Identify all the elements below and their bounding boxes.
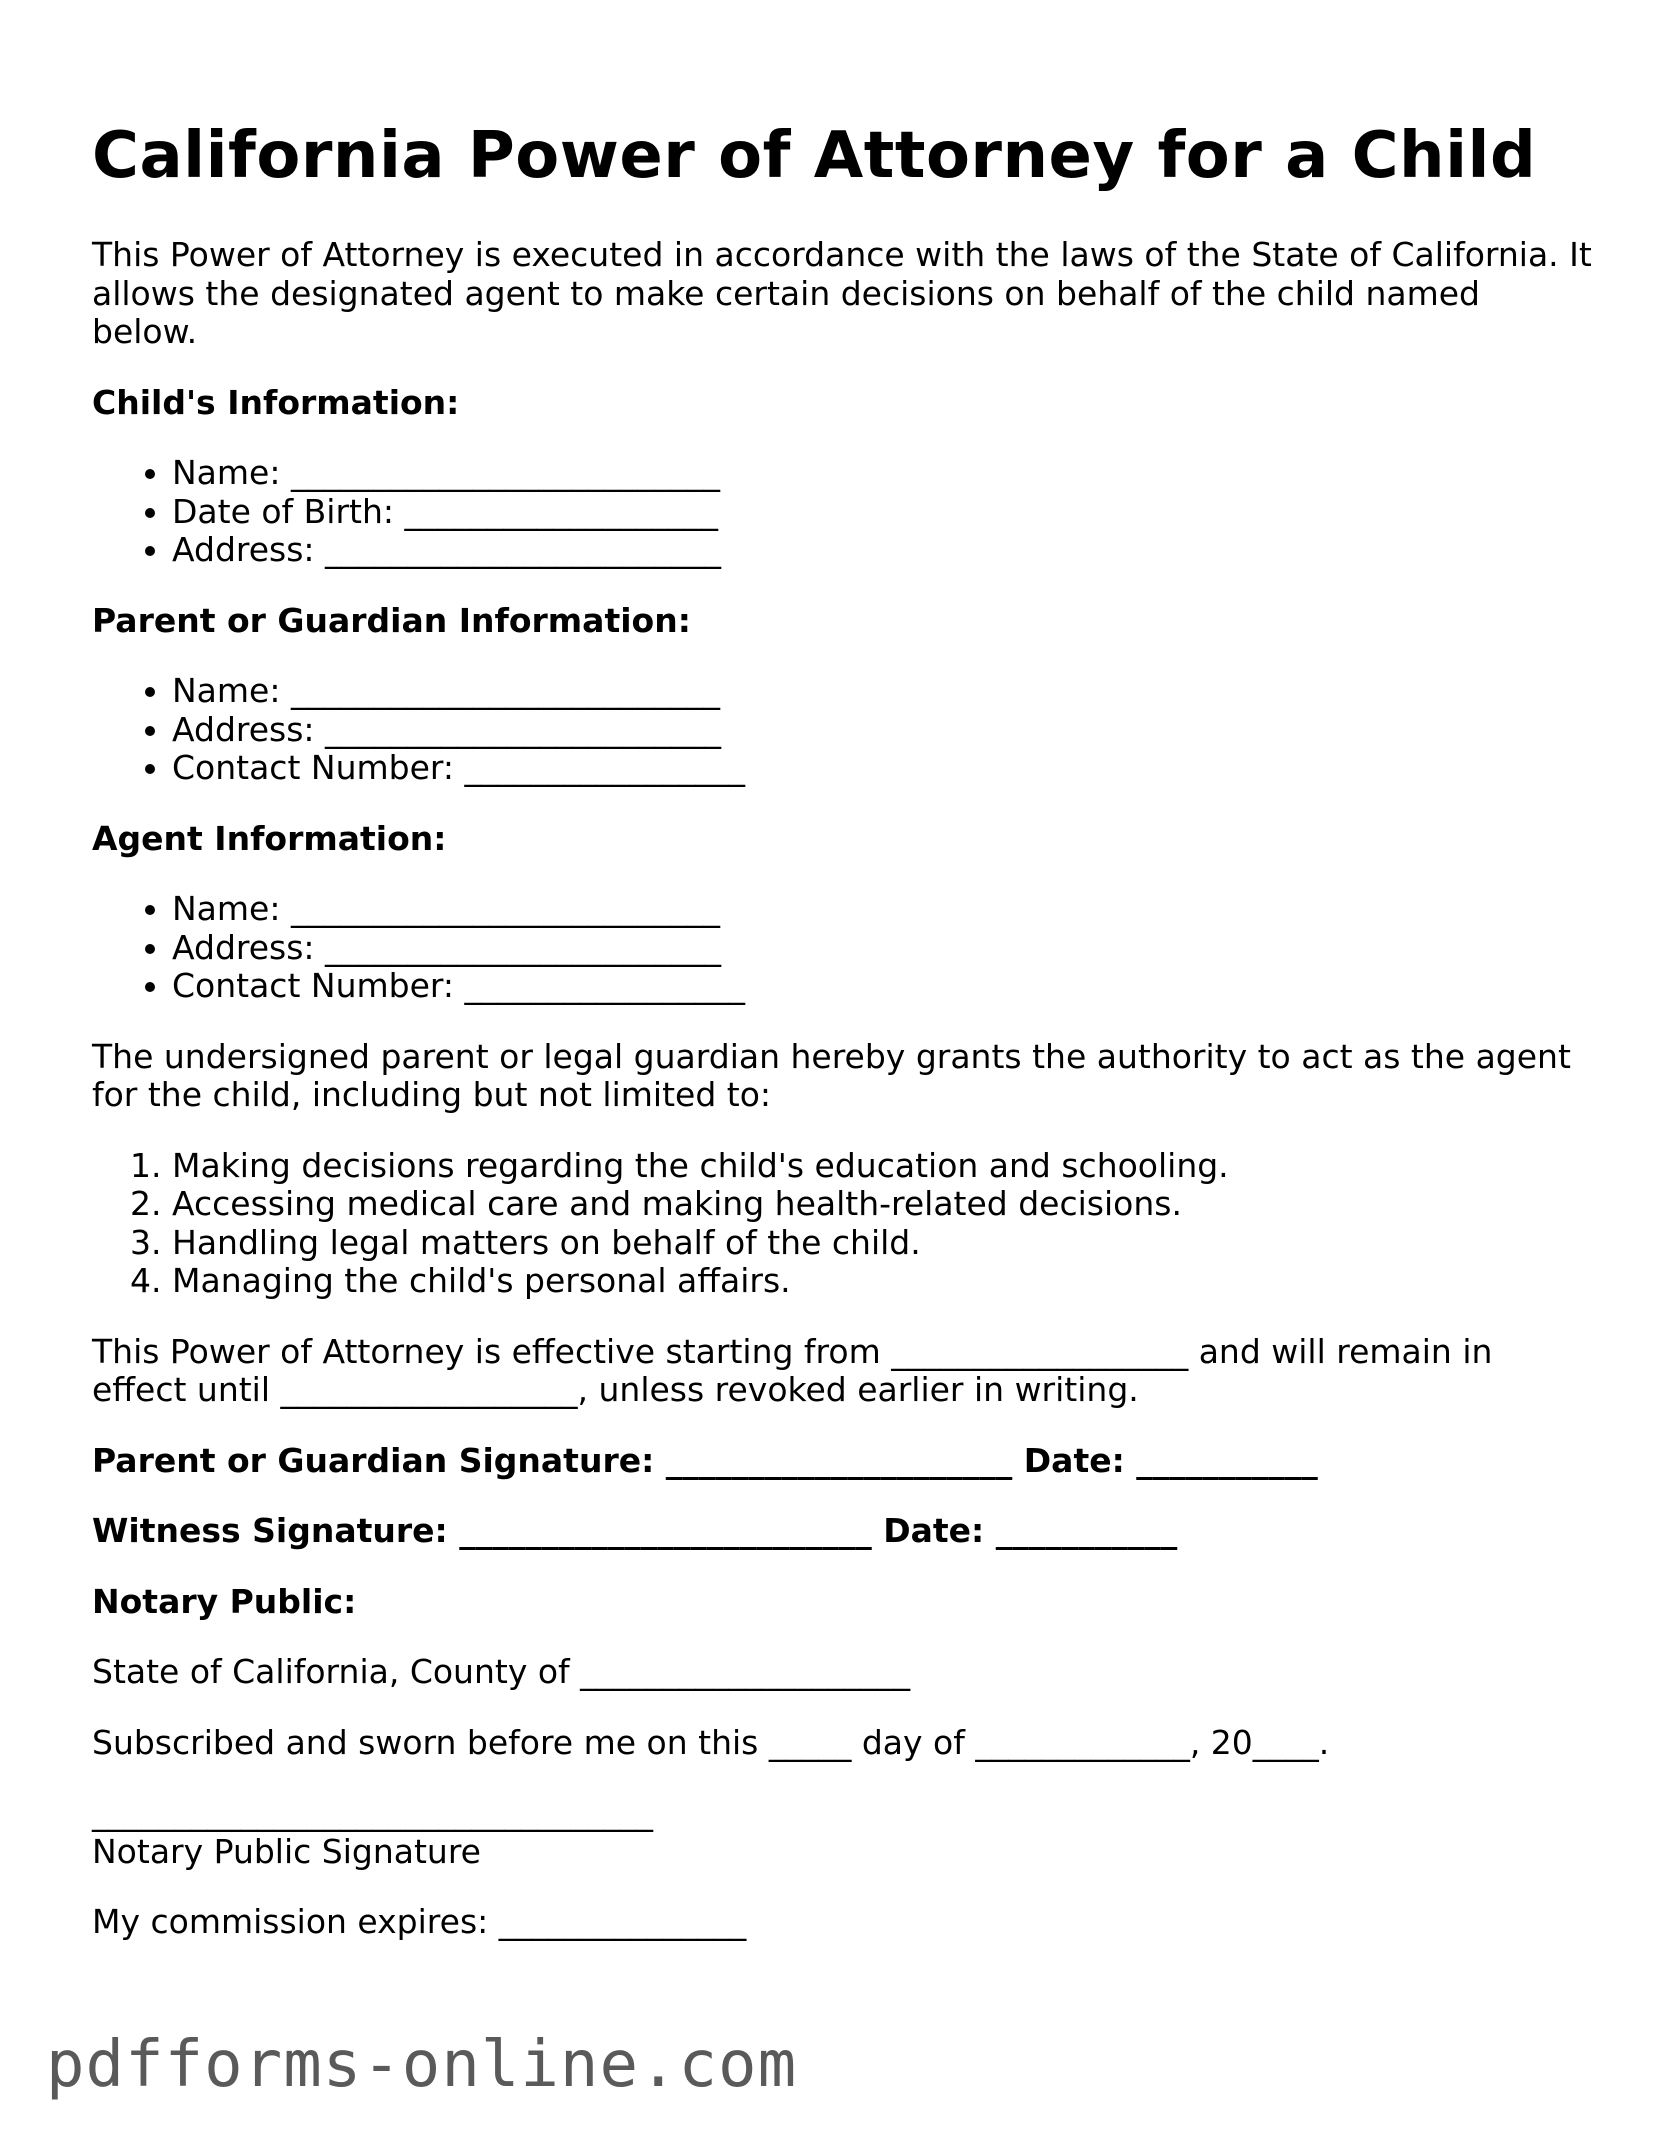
- parent-signature-line[interactable]: Parent or Guardian Signature: _____________________ Date: ___________: [92, 1440, 1318, 1480]
- agent-name-field[interactable]: • Name: __________________________: [172, 890, 1592, 929]
- witness-signature-line[interactable]: Witness Signature: _________________________ Date: ___________: [92, 1511, 1178, 1550]
- agent-contact-field[interactable]: • Contact Number: _________________: [172, 967, 1592, 1006]
- child-info-heading: Child's Information:: [92, 382, 460, 422]
- child-dob-field[interactable]: • Date of Birth: ___________________: [172, 493, 1592, 532]
- grant-paragraph: The undersigned parent or legal guardian hereby grants the authority to act as the agent for the child, including but not limited to:: [92, 1036, 1571, 1114]
- parent-address-field[interactable]: • Address: ________________________: [172, 711, 1592, 750]
- document-page: [92, 112, 1592, 1974]
- parent-info-heading: Parent or Guardian Information:: [92, 600, 691, 640]
- parent-name-field[interactable]: • Name: __________________________: [172, 672, 1592, 711]
- power-item: 2. Accessing medical care and making health-related decisions.: [172, 1185, 1592, 1224]
- child-address-field[interactable]: • Address: ________________________: [172, 531, 1592, 570]
- agent-info-list: [92, 890, 1592, 1006]
- notary-signature-line[interactable]: __________________________________: [92, 1793, 653, 1832]
- page-title: California Power of Attorney for a Child: [92, 119, 1537, 193]
- agent-info-heading: Agent Information:: [92, 818, 447, 858]
- intro-paragraph: This Power of Attorney is executed in accordance with the laws of the State of California. It allows the designated agent to make certain decisions on behalf of the child named below.: [92, 235, 1592, 351]
- power-item: 4. Managing the child's personal affairs.: [172, 1262, 1592, 1301]
- commission-expires-line[interactable]: My commission expires: _______________: [92, 1902, 747, 1941]
- child-name-field[interactable]: • Name: __________________________: [172, 454, 1592, 493]
- power-item: 3. Handling legal matters on behalf of the child.: [172, 1224, 1592, 1263]
- notary-county-line[interactable]: State of California, County of ____________________: [92, 1652, 911, 1691]
- power-item: 1. Making decisions regarding the child's education and schooling.: [172, 1147, 1592, 1186]
- powers-list: [92, 1147, 1592, 1301]
- child-info-list: [92, 454, 1592, 570]
- parent-contact-field[interactable]: • Contact Number: _________________: [172, 749, 1592, 788]
- watermark-logo: pdfforms-online.com: [46, 2028, 798, 2102]
- agent-address-field[interactable]: • Address: ________________________: [172, 929, 1592, 968]
- notary-heading: Notary Public:: [92, 1581, 357, 1621]
- parent-info-list: [92, 672, 1592, 788]
- effective-dates-paragraph[interactable]: This Power of Attorney is effective starting from __________________ and will remain in effect until __________________, unless revoked earlier in writing.: [92, 1331, 1493, 1409]
- notary-sworn-line[interactable]: Subscribed and sworn before me on this _____ day of _____________, 20____.: [92, 1722, 1330, 1762]
- notary-signature-block: [92, 1794, 1592, 1871]
- notary-signature-label: Notary Public Signature: [92, 1831, 481, 1871]
